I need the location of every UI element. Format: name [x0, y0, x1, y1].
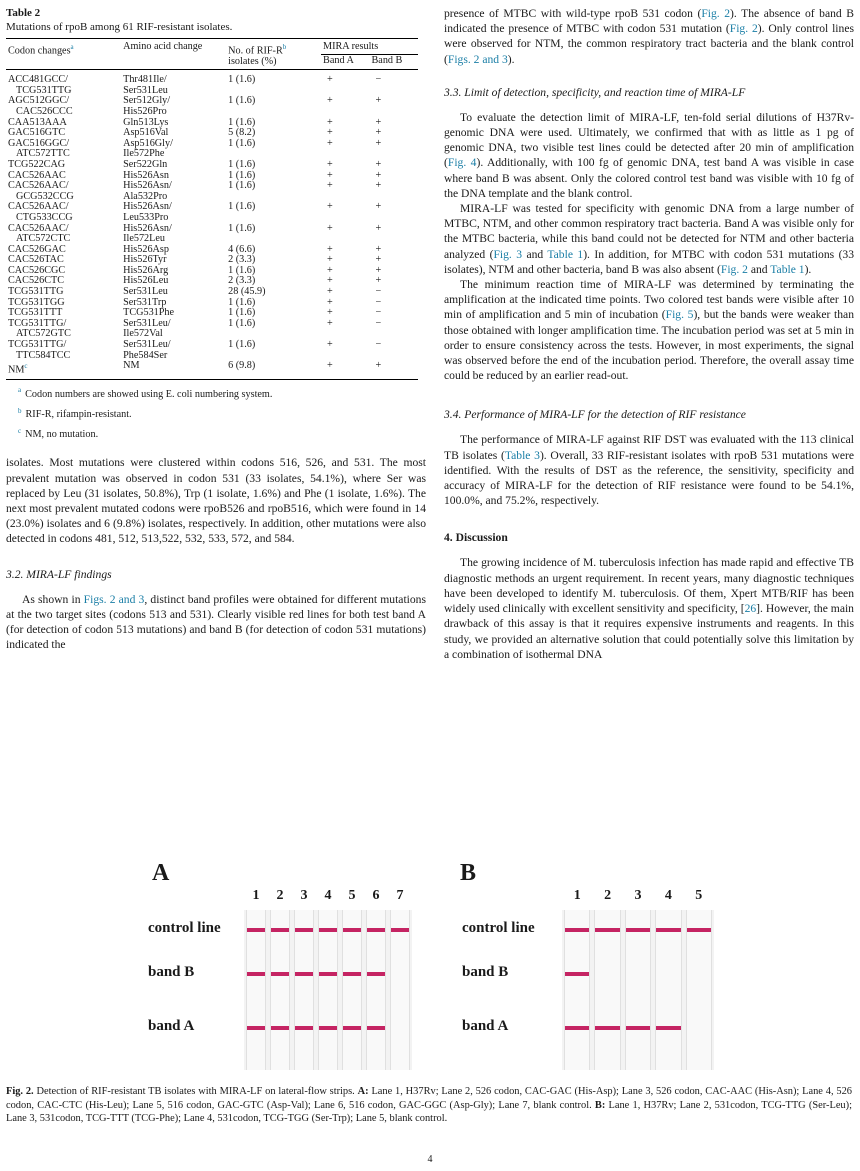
cell-band-a: + [327, 307, 333, 319]
panel-letter: A [152, 860, 170, 886]
cell-count: 1 (1.6) [228, 264, 256, 276]
mutations-table [6, 38, 418, 380]
ref-figs-2-3b[interactable]: Figs. 2 and 3 [447, 52, 508, 66]
cell-codon: TCG531TTG/ ATC572GTC [8, 317, 71, 340]
table-row [6, 287, 418, 298]
band-control [319, 928, 337, 932]
band-control [656, 928, 680, 932]
line-label-control: control line [148, 920, 221, 936]
lane-number: 5 [348, 888, 356, 903]
paragraph-mira-findings: As shown in Figs. 2 and 3, distinct band profiles were obtained for different mutations at the two target sites (codons 513 and 531). Clearly visible red lines for both test band A (for detection of codon 513 mutations) and band B (for detection of codon 531 mutations) indicated the [6, 592, 426, 652]
cell-codon: CAC526AAC/ ATC572CTC [8, 222, 71, 245]
page-number: 4 [427, 1154, 433, 1165]
table-row [6, 70, 418, 97]
cell-band-a: + [327, 275, 333, 287]
band-control [626, 928, 650, 932]
strip-lane [318, 910, 338, 1070]
cell-band-b: + [375, 95, 382, 107]
cell-count: 1 (1.6) [228, 296, 256, 308]
cell-band-b: + [375, 116, 382, 128]
cell-band-b: + [375, 180, 382, 192]
line-label-band-a: band A [462, 1018, 509, 1034]
cell-count: 1 (1.6) [228, 201, 256, 213]
cell-codon: GAC516GGC/ ATC572TTC [8, 137, 70, 160]
strip-lane [564, 910, 590, 1070]
cell-band-b: − [375, 307, 382, 319]
header-codon: Codon changes$^a$ [6, 39, 121, 70]
cell-count: 1 (1.6) [228, 169, 256, 181]
cell-count: 1 (1.6) [228, 180, 256, 192]
cell-codon: CAC526TAC [8, 254, 64, 266]
table-row [6, 308, 418, 319]
lane-number: 1 [252, 888, 260, 903]
band-control [391, 928, 409, 932]
cell-count: 1 (1.6) [228, 116, 256, 128]
band-control [595, 928, 619, 932]
table-row [6, 276, 418, 287]
table-row [6, 202, 418, 223]
cell-codon: AGC512GGC/ CAC526CCC [8, 95, 73, 117]
lane-number: 2 [604, 888, 612, 903]
cell-count: 1 (1.6) [228, 307, 256, 319]
cell-band-a: + [327, 254, 333, 266]
cell-count: 2 (3.3) [228, 254, 256, 266]
header-band-b: Band B [371, 54, 403, 66]
cell-count: 1 (1.6) [228, 339, 256, 351]
cell-band-b: − [375, 286, 382, 298]
footnote: $^b$ RIF-R, rifampin-resistant. [18, 406, 132, 420]
table-footnotes [6, 384, 426, 441]
section-3-4-heading: 3.4. Performance of MIRA-LF for the detection of RIF resistance [444, 408, 746, 422]
table-row [6, 118, 418, 129]
strip-lane [270, 910, 290, 1070]
left-column [6, 6, 426, 652]
lane-number: 5 [695, 888, 703, 903]
cell-count: 1 (1.6) [228, 158, 256, 170]
footnote: $^a$ Codon numbers are showed using E. coli numbering system. [18, 386, 273, 400]
table-row [6, 224, 418, 245]
cell-band-a: + [327, 95, 333, 107]
table-row [6, 96, 418, 117]
section-4-heading: 4. Discussion [444, 531, 508, 545]
band-control [271, 928, 289, 932]
cell-band-b: − [375, 74, 382, 86]
ref-table-1b[interactable]: Table 1 [770, 262, 805, 276]
band-band-a [295, 1026, 313, 1030]
band-band-b [319, 972, 337, 976]
cell-amino: His526Asn/ Ala532Pro [123, 180, 172, 202]
paragraph-reaction-time: The minimum reaction time of MIRA-LF was determined by terminating the amplification at the indicated time points. Two colored test bands were visible after 10 min of amplification and 5 min of incubation (Fig. 5), but the bands were weaker than those obtained with longer amplification time. The incubation period was set at 5 min in order to ensure consistency across the tests. However, in most experiments, the signal was observed before the end of the incubation period. Therefore, the overall assay time could be reduced by an earlier read-out. [444, 278, 854, 383]
band-band-b [367, 972, 385, 976]
cell-band-b: + [375, 158, 382, 170]
lane-number: 3 [300, 888, 308, 903]
ref-fig-4[interactable]: Fig. 4 [447, 156, 477, 170]
paragraph-discussion: The growing incidence of M. tuberculosis infection has made rapid and effective TB diagnostic methods an urgent requirement. In recent years, many diagnostic techniques have been developed to identify M. tuberculosis. Of them, Xpert MTB/RIF has been widely used clinically with excellent sensitivity and specificity, [26]. However, the main drawback of this assay is that it requires expensive instruments and reagents. In this study, we provided an alternative solution that could potentially solve this limitation by a combination of isothermal DNA [444, 556, 854, 661]
cell-count: 2 (3.3) [228, 275, 256, 287]
cell-band-b: + [375, 275, 382, 287]
strip-lane [625, 910, 651, 1070]
table-row [6, 245, 418, 256]
cell-band-a: + [321, 361, 369, 379]
table-row [6, 361, 418, 379]
cell-count: 1 (1.6) [228, 95, 256, 107]
line-label-band-a: band A [148, 1018, 195, 1034]
cell-band-a: + [327, 243, 333, 255]
ref-table-1[interactable]: Table 1 [547, 247, 584, 261]
cell-codon: TCG531TTG [8, 286, 64, 298]
lane-number: 6 [372, 888, 380, 903]
cell-amino: Ser522Gln [123, 158, 168, 170]
ref-fig-5[interactable]: Fig. 5 [665, 308, 694, 322]
band-band-b [295, 972, 313, 976]
cell-band-b: + [375, 137, 382, 149]
cell-amino: Gln513Lys [123, 116, 169, 128]
cell-band-a: + [327, 264, 333, 276]
cell-band-b: + [375, 243, 382, 255]
cell-count: 6 (9.8) [226, 361, 321, 379]
strip-lane [686, 910, 712, 1070]
band-control [565, 928, 589, 932]
band-band-b [565, 972, 589, 976]
cell-band-a: + [327, 169, 333, 181]
strip-lane [294, 910, 314, 1070]
band-band-b [343, 972, 361, 976]
cell-band-b: − [375, 296, 382, 308]
lane-number: 7 [396, 888, 404, 903]
cell-band-a: + [327, 116, 333, 128]
table-row [6, 340, 418, 361]
cell-amino: Thr481Ile/ Ser531Leu [123, 74, 168, 96]
figure-caption: Fig. 2. Detection of RIF-resistant TB isolates with MIRA-LF on lateral-flow strips. A: Lane 1, H37Rv; Lane 2, 526 codon, CAC-GAC (His-Asp); Lane 3, 526 codon, CAC-AAC (His-Asn); Lane 4, 526 codon, CAC-CTC (His-Leu); Lane 5, 516 codon, GAC-GTC (Asp-Val); Lane 6, 516 codon, GAC-GGC (Asp-Gly); Lane 7, blank control. B: Lane 1, H37Rv; Lane 2, 531codon, TCG-TTG (Ser-Leu); Lane 3, 531codon, TCG-TTT (TCG-Phe); Lane 4, 531codon, TCG-TGG (Ser-Trp); Lane 5, blank control. [6, 1086, 852, 1124]
table-body [6, 70, 418, 380]
cell-amino: His526Asp [123, 243, 169, 255]
paragraph-continuation: presence of MTBC with wild-type rpoB 531 codon (Fig. 2). The absence of band B indicated the presence of MTBC with codon 531 mutation (Fig. 2). Only control lines were observed for NTM, the common respiratory tract bacteria and the blank control (Figs. 2 and 3). [444, 7, 854, 66]
table-title: Table 2 [6, 7, 41, 19]
cell-codon: TCG522CAG [8, 158, 66, 170]
table-row [6, 255, 418, 266]
cell-codon: CAC526GAC [8, 243, 66, 255]
paragraph-detection-limit: To evaluate the detection limit of MIRA-LF, ten-fold serial dilutions of H37Rv-genomic DNA were used. Ultimately, we confirmed that with as little as 1 pg of genomic DNA, two visible test lines could be detected after 20 min of amplification (Fig. 4). Additionally, with 100 fg of genomic DNA, test band A was visible in case where band B was absent. Only the colored control test band was visible with 10 fg of the DNA template and the blank control. [444, 110, 854, 200]
header-band-a: Band A [323, 54, 354, 66]
cell-band-a: + [327, 158, 333, 170]
table-row [6, 139, 418, 160]
header-rifr: No. of RIF-$R^b$ isolates (%) [226, 39, 321, 70]
cell-count: 5 (8.2) [228, 127, 256, 139]
ref-figs-2-3[interactable]: Figs. 2 and 3 [83, 592, 145, 606]
cell-amino: Asp516Gly/ Ile572Phe [123, 137, 173, 160]
cell-codon: CAC526AAC/ CTG533CCG [8, 201, 73, 223]
cell-codon: CAA513AAA [8, 116, 67, 128]
cell-band-b: + [375, 222, 382, 234]
band-band-b [271, 972, 289, 976]
lane-number: 2 [276, 888, 284, 903]
section-3-3-heading: 3.3. Limit of detection, specificity, and reaction time of MIRA-LF [444, 85, 746, 99]
band-control [343, 928, 361, 932]
band-band-b [247, 972, 265, 976]
band-control [247, 928, 265, 932]
cell-band-a: + [327, 339, 333, 351]
cell-amino: Asp516Val [123, 127, 169, 139]
table-row [6, 266, 418, 277]
cell-band-b: + [375, 264, 382, 276]
footnote: $^c$ NM, no mutation. [18, 426, 99, 441]
cell-codon: GAC516GTC [8, 127, 66, 139]
band-band-a [367, 1026, 385, 1030]
cell-codon: TCG531TTT [8, 307, 63, 319]
cell-amino: NM [121, 361, 226, 379]
cell-band-b: − [375, 339, 382, 351]
band-control [367, 928, 385, 932]
cell-band-a: + [327, 137, 333, 149]
strip-lane [390, 910, 410, 1070]
header-mira: MIRA results [321, 39, 418, 55]
strip-lane [594, 910, 620, 1070]
band-band-a [319, 1026, 337, 1030]
paragraph-performance: The performance of MIRA-LF against RIF DST was evaluated with the 113 clinical TB isolates (Table 3). Overall, 33 RIF-resistant isolates with rpoB 531 mutations were identified. With the results of DST as the reference, the sensitivity, specificity and accuracy of MIRA-LF for the detection of RIF resistance were found to be 54.1%, 100.0%, and 75.2%, respectively. [444, 433, 854, 508]
strip-lane [342, 910, 362, 1070]
line-label-control: control line [462, 920, 535, 936]
cell-amino: Ser531Leu [123, 286, 168, 298]
cell-amino: His526Asn/ Leu533Pro [123, 201, 172, 223]
lane-number: 3 [634, 888, 642, 903]
table-caption: Mutations of rpoB among 61 RIF-resistant isolates. [6, 21, 233, 33]
lane-number: 4 [324, 888, 332, 903]
cell-amino: Ser531Trp [123, 296, 167, 308]
cell-band-a: + [327, 201, 333, 213]
line-label-band-b: band B [148, 964, 195, 980]
cell-band-b: + [375, 201, 382, 213]
strip-area [244, 910, 412, 1070]
lane-number: 1 [573, 888, 581, 903]
paragraph-results-mutations: isolates. Most mutations were clustered within codons 516, 526, and 531. The most prevalent mutation was observed in codon 531 (33 isolates, 54.1%), where Ser was replaced by Leu (31 isolates, 50.8%), Trp (1 isolate, 1.6%) and Phe (1 isolate, 1.6%). The next most prevalent mutated codons were rpoB526 and rpoB516, which were found in 14 (23.0%) isolates and 6 (9.8%) isolates, respectively. In addition, other mutations were also detected in codons 481, 512, 513,522, 532, 533, 572, and 584. [6, 456, 426, 546]
ref-fig-2[interactable]: Fig. 2 [701, 7, 731, 20]
band-band-a [247, 1026, 265, 1030]
cell-codon: CAC526CGC [8, 264, 66, 276]
table-row [6, 160, 418, 171]
band-control [295, 928, 313, 932]
cell-band-b: + [370, 361, 419, 379]
strip-lane [366, 910, 386, 1070]
cell-codon: TCG531TGG [8, 296, 65, 308]
cell-count: 28 (45.9) [228, 286, 266, 298]
ref-fig-3[interactable]: Fig. 3 [493, 247, 523, 261]
cell-codon: CAC526AAC [8, 169, 66, 181]
cell-band-a: + [327, 180, 333, 192]
band-band-a [343, 1026, 361, 1030]
cell-amino: TCG531Phe [123, 307, 175, 319]
cell-amino: His526Leu [123, 275, 169, 287]
strip-lane [246, 910, 266, 1070]
table-row [6, 298, 418, 309]
band-band-a [595, 1026, 619, 1030]
cell-amino: Ser531Leu/ Phe584Ser [123, 339, 171, 361]
cell-band-a: + [327, 74, 333, 86]
cell-band-b: + [375, 254, 382, 266]
cell-codon: CAC526CTC [8, 275, 65, 287]
table-row [6, 319, 418, 340]
band-band-a [565, 1026, 589, 1030]
cell-band-b: + [375, 127, 382, 139]
line-label-band-b: band B [462, 964, 509, 980]
cell-count: 4 (6.6) [228, 243, 256, 255]
cell-codon: TCG531TTG/ TTC584TCC [8, 339, 71, 361]
cell-band-b: + [375, 169, 382, 181]
figure-2 [0, 856, 860, 1081]
ref-fig-2c[interactable]: Fig. 2 [720, 262, 748, 276]
right-column [444, 6, 854, 662]
header-amino: Amino acid change [121, 39, 226, 70]
section-3-2-heading: 3.2. MIRA-LF findings [6, 567, 112, 581]
cell-band-a: + [327, 286, 333, 298]
band-band-a [656, 1026, 680, 1030]
cell-amino: His526Arg [123, 264, 169, 276]
cell-amino: Ser531Leu/ Ile572Val [123, 317, 171, 340]
strip-lane [655, 910, 681, 1070]
band-band-a [271, 1026, 289, 1030]
lane-number: 4 [664, 888, 672, 903]
cell-codon: $NM^c$ [6, 361, 121, 379]
cell-amino: His526Asn/ Ile572Leu [123, 222, 172, 245]
cell-band-a: + [327, 296, 333, 308]
cell-amino: His526Tyr [123, 254, 167, 266]
cell-band-a: + [327, 317, 333, 329]
cell-codon: ACC481GCC/ TCG531TTG [8, 74, 72, 96]
cell-count: 1 (1.6) [228, 222, 256, 234]
ref-fig-2b[interactable]: Fig. 2 [729, 22, 758, 36]
cell-count: 1 (1.6) [228, 74, 256, 86]
ref-table-3[interactable]: Table 3 [504, 448, 540, 462]
cell-amino: Ser512Gly/ His526Pro [123, 95, 171, 117]
band-band-a [626, 1026, 650, 1030]
cell-band-a: + [327, 127, 333, 139]
cell-amino: His526Asn [123, 169, 169, 181]
cell-count: 1 (1.6) [228, 137, 256, 149]
cell-codon: CAC526AAC/ GCG532CCG [8, 180, 74, 202]
paragraph-specificity: MIRA-LF was tested for specificity with genomic DNA from a large number of MTBC, NTM, and other common respiratory tract bacteria. Band A was visible only for the MTBC bacteria, while this band could not be detected for NTM and other bacteria analyzed (Fig. 3 and Table 1). In addition, for MTBC with codon 531 mutations (33 isolates), NTM and other bacteria, band B was also absent (Fig. 2 and Table 1). [444, 202, 855, 276]
table-row [6, 181, 418, 202]
strip-area [562, 910, 714, 1070]
band-control [687, 928, 711, 932]
panel-letter: B [460, 860, 477, 886]
ref-26[interactable]: 26 [744, 602, 757, 616]
cell-band-b: − [375, 317, 382, 329]
cell-count: 1 (1.6) [228, 317, 256, 329]
cell-band-a: + [327, 222, 333, 234]
